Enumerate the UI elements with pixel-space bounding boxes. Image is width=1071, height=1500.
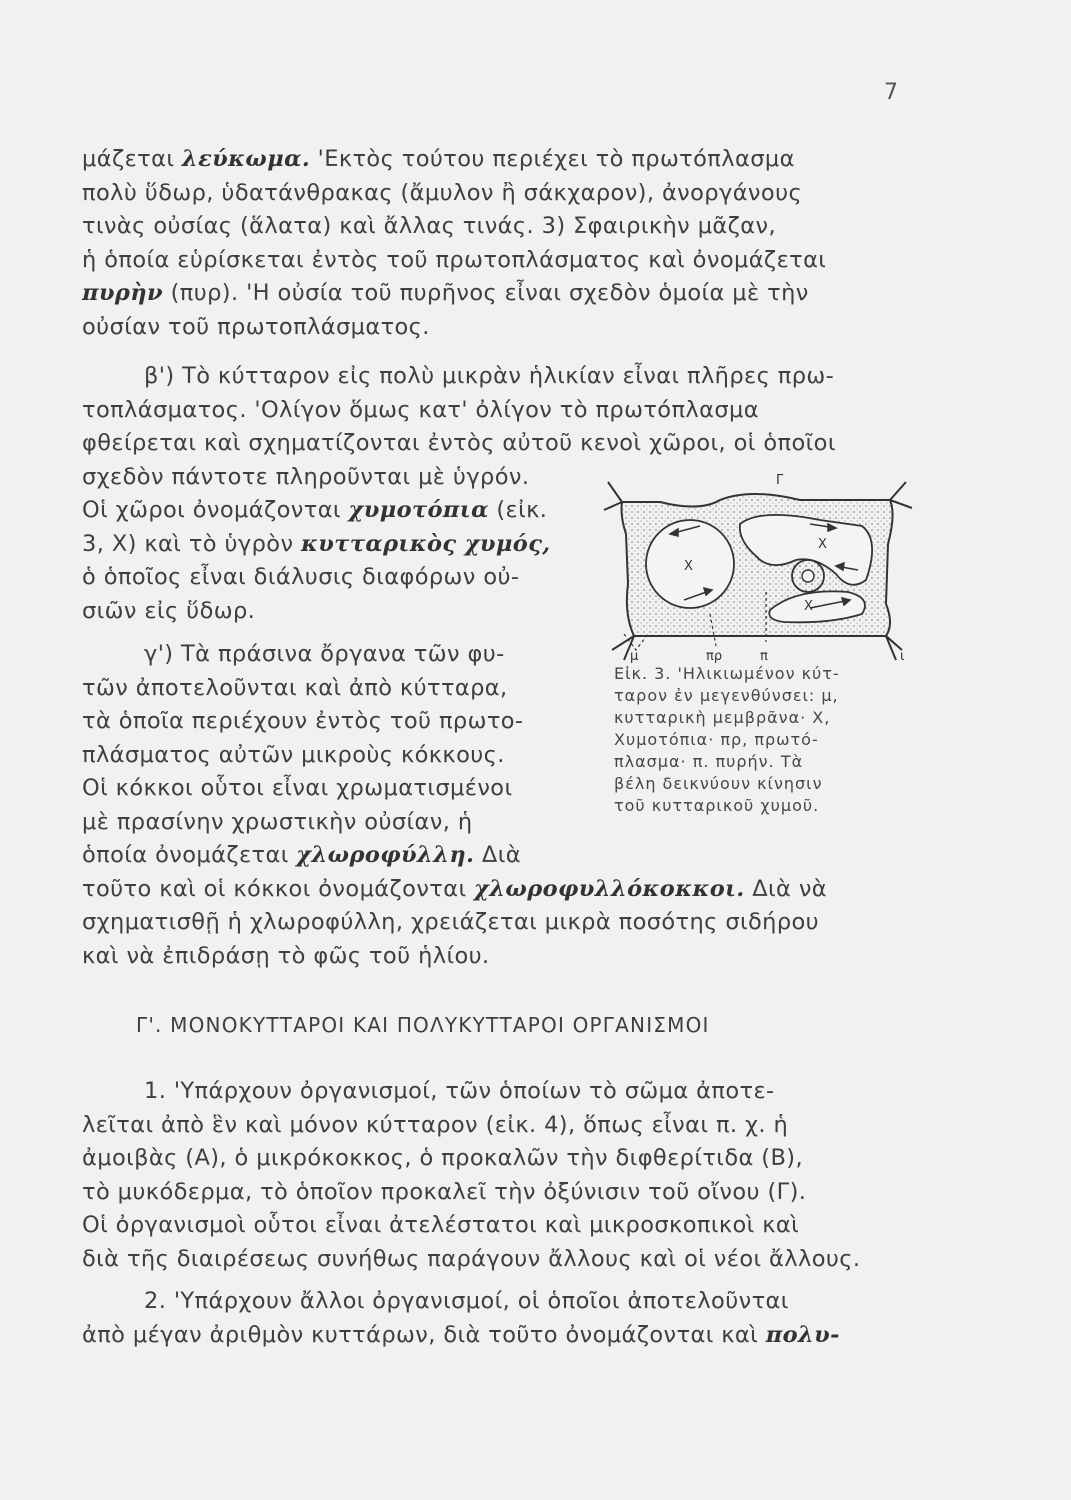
label-top: Γ bbox=[776, 474, 784, 488]
text-line: φθείρεται καὶ σχηματίζονται ἐντὸς αὐτοῦ κενοὶ χῶροι, οἱ ὁποῖοι bbox=[82, 430, 836, 456]
text-line: ἡ ὁποία εὑρίσκεται ἐντὸς τοῦ πρωτοπλάσματος καὶ ὀνομάζεται bbox=[82, 246, 827, 273]
caption-line: τοῦ κυτταρικοῦ χυμοῦ. bbox=[614, 796, 820, 815]
text-line: πλάσματος αὐτῶν μικροὺς κόκκους. bbox=[82, 741, 505, 768]
text-line: ὁ ὁποῖος εἶναι διάλυσις διαφόρων οὐ- bbox=[82, 564, 520, 590]
nucleus bbox=[792, 560, 824, 592]
corner-line bbox=[890, 482, 912, 508]
text-line: λεῖται ἀπὸ ἓν καὶ μόνον κύτταρον (εἰκ. 4), ὅπως εἶναι π. χ. ἡ bbox=[82, 1111, 789, 1138]
caption-line: ταρον ἐν μεγενθύνσει: μ, bbox=[614, 686, 839, 705]
paragraph-5 bbox=[82, 1285, 922, 1352]
text-line: 2. 'Υπάρχουν ἄλλοι ὀργανισμοί, οἱ ὁποῖοι ἀποτελοῦνται bbox=[144, 1288, 789, 1314]
text-line: 1. 'Υπάρχουν ὀργανισμοί, τῶν ὁποίων τὸ σῶμα ἀποτε- bbox=[144, 1078, 775, 1104]
section-heading: Γ'. ΜΟΝΟΚΥΤΤΑΡΟΙ ΚΑΙ ΠΟΛΥΚΥΤΤΑΡΟΙ ΟΡΓΑΝΙΣΜΟΙ bbox=[136, 1013, 710, 1037]
text-line: τινὰς οὐσίας (ἅλατα) καὶ ἄλλας τινάς. 3) Σφαιρικὴν μᾶζαν, bbox=[82, 213, 777, 239]
caption-line: Εἰκ. 3. 'Ηλικιωμένον κύτ- bbox=[614, 664, 840, 683]
label-vacuole-bottom: Χ bbox=[804, 599, 813, 614]
cell-diagram bbox=[600, 474, 920, 664]
text-line: τὰ ὁποῖα περιέχουν ἐντὸς τοῦ πρωτο- bbox=[82, 708, 524, 734]
caption-line: βέλη δεικνύουν κίνησιν bbox=[614, 774, 823, 793]
text-line: οὐσίαν τοῦ πρωτοπλάσματος. bbox=[82, 313, 430, 340]
caption-line: πλασμα· π. πυρήν. Τὰ bbox=[614, 752, 804, 771]
paragraph-4 bbox=[82, 1075, 922, 1276]
text-line: γ') Τὰ πράσινα ὄργανα τῶν φυ- bbox=[144, 641, 505, 667]
text-line: ἀμοιβὰς (Α), ὁ μικρόκοκκος, ὁ προκαλῶν τὴν διφθερίτιδα (Β), bbox=[82, 1145, 804, 1171]
text-line: σχεδὸν πάντοτε πληροῦνται μὲ ὑγρόν. bbox=[82, 463, 530, 490]
label-vacuole-right: Χ bbox=[818, 537, 827, 552]
text-line: τοπλάσματος. 'Ολίγον ὅμως κατ' ὀλίγον τὸ πρωτόπλασμα bbox=[82, 396, 759, 423]
text-line: καὶ νὰ ἐπιδράσῃ τὸ φῶς τοῦ ἡλίου. bbox=[82, 942, 490, 969]
text-line: τοῦτο καὶ οἱ κόκκοι ὀνομάζονται χλωροφυλλόκοκκοι. Διὰ νὰ bbox=[82, 875, 828, 902]
page-number: 7 bbox=[884, 80, 898, 105]
text-line: σχηματισθῇ ἡ χλωροφύλλη, χρειάζεται μικρὰ ποσότης σιδήρου bbox=[82, 909, 820, 935]
text-line: Οἱ χῶροι ὀνομάζονται χυμοτόπια (εἰκ. bbox=[82, 497, 548, 523]
label-corner: ι bbox=[900, 649, 905, 664]
paragraph-1 bbox=[82, 143, 922, 344]
text-line: σιῶν εἰς ὕδωρ. bbox=[82, 597, 256, 624]
text-line: ἀπὸ μέγαν ἀριθμὸν κυττάρων, διὰ τοῦτο ὀνομάζονται καὶ πολυ- bbox=[82, 1321, 840, 1348]
figure-caption bbox=[614, 663, 926, 817]
text-line: μάζεται λεύκωμα. 'Εκτὸς τούτου περιέχει τὸ πρωτόπλασμα bbox=[82, 146, 795, 172]
corner-line bbox=[604, 482, 622, 510]
text-line: 3, Χ) καὶ τὸ ὑγρὸν κυτταρικὸς χυμός, bbox=[82, 530, 551, 557]
text-line: διὰ τῆς διαιρέσεως συνήθως παράγουν ἄλλους καὶ οἱ νέοι ἄλλους. bbox=[82, 1245, 861, 1272]
text-line: πολὺ ὕδωρ, ὑδατάνθρακας (ἄμυλον ἢ σάκχαρον), ἀνοργάνους bbox=[82, 179, 803, 206]
label-vacuole-left: Χ bbox=[684, 559, 693, 574]
label-nucleus: π bbox=[760, 649, 768, 664]
text-line: μὲ πρασίνην χρωστικὴν οὐσίαν, ἡ bbox=[82, 808, 473, 835]
text-line: ὁποία ὀνομάζεται χλωροφύλλη. Διὰ bbox=[82, 842, 521, 868]
text-line: τὸ μυκόδερμα, τὸ ὁποῖον προκαλεῖ τὴν ὀξύνισιν τοῦ οἴνου (Γ). bbox=[82, 1178, 807, 1205]
caption-line: Χυμοτόπια· πρ, πρωτό- bbox=[614, 730, 819, 749]
caption-line: κυτταρικὴ μεμβρᾶνα· Χ, bbox=[614, 708, 831, 727]
text-line: Οἱ κόκκοι οὗτοι εἶναι χρωματισμένοι bbox=[82, 775, 513, 801]
text-line: β') Τὸ κύτταρον εἰς πολὺ μικρὰν ἡλικίαν εἶναι πλῆρες πρω- bbox=[144, 363, 835, 389]
text-line: τῶν ἀποτελοῦνται καὶ ἀπὸ κύτταρα, bbox=[82, 674, 508, 701]
text-line: Οἱ ὀργανισμοὶ οὗτοι εἶναι ἀτελέστατοι καὶ μικροσκοπικοὶ καὶ bbox=[82, 1212, 800, 1238]
label-membrane: μ bbox=[630, 649, 639, 664]
text-line: πυρὴν (πυρ). 'Η οὐσία τοῦ πυρῆνος εἶναι σχεδὸν ὁμοία μὲ τὴν bbox=[82, 280, 809, 306]
label-protoplasm: πρ bbox=[706, 649, 723, 664]
